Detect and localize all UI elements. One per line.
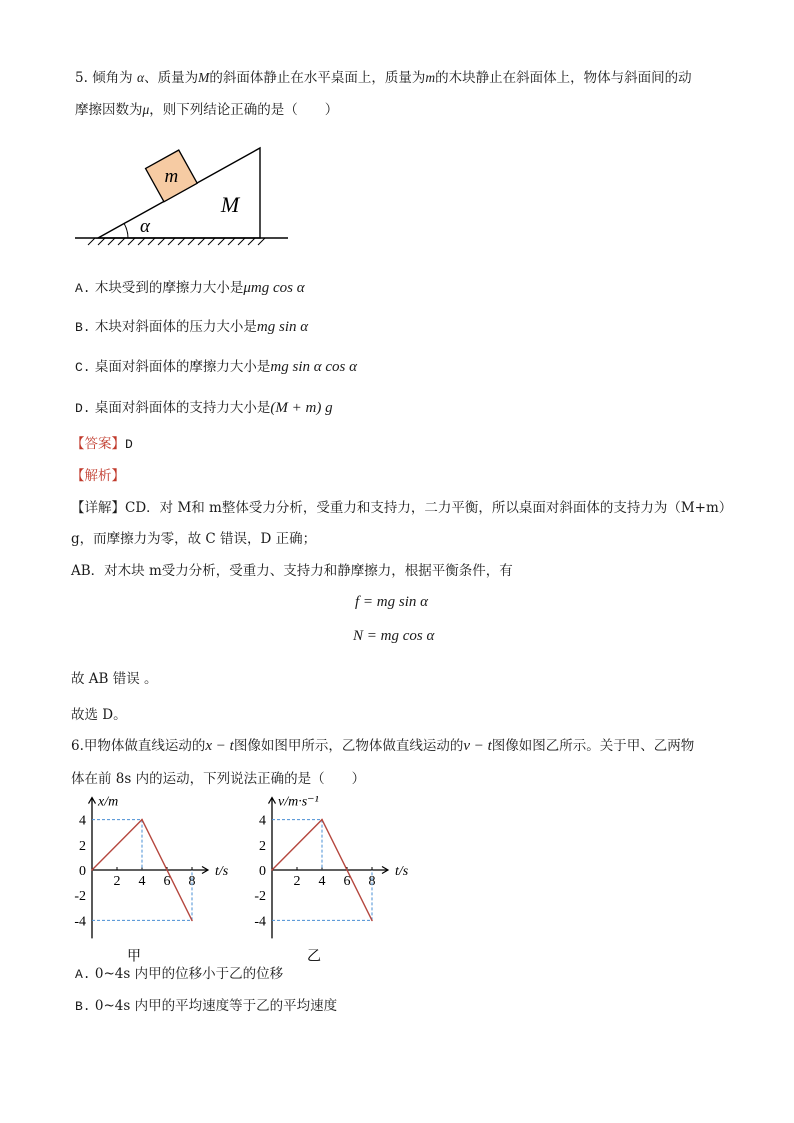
equation-normal: N = mg cos α xyxy=(353,628,435,644)
q5-alpha: α xyxy=(136,70,145,85)
table-hatching xyxy=(88,238,265,245)
y-tick-label: 0 xyxy=(79,864,86,879)
option-letter: B. xyxy=(75,320,91,335)
y-tick-label: 2 xyxy=(79,838,86,854)
q5-number: 5. xyxy=(75,70,88,86)
q5-stem-text: ，则下列结论正确的是（ ） xyxy=(149,102,339,118)
option-text: 0~4s 内甲的平均速度等于乙的平均速度 xyxy=(94,998,338,1014)
q6-xt: x − t xyxy=(205,738,234,754)
detail-line1 xyxy=(71,496,732,516)
q5-option-a[interactable] xyxy=(75,276,305,297)
option-text: 0~4s 内甲的位移小于乙的位移 xyxy=(94,966,284,982)
equation-friction: f = mg sin α xyxy=(355,594,429,610)
angle-arc xyxy=(124,224,128,238)
q5-M: M xyxy=(198,70,210,85)
incline-label: M xyxy=(220,192,240,217)
x-tick-label: 4 xyxy=(138,874,146,889)
graph-jia xyxy=(70,788,230,965)
option-formula: (M + m) g xyxy=(270,400,333,416)
q6-stem-text: 图像如图甲所示，乙物体做直线运动的 xyxy=(233,738,464,754)
data-point xyxy=(191,920,193,922)
q6-option-b[interactable] xyxy=(75,994,337,1014)
block xyxy=(146,150,198,202)
q5-mu: μ xyxy=(142,102,150,117)
q5-stem-text: 的斜面体静止在水平桌面上，质量为 xyxy=(209,70,426,86)
q6-number: 6. xyxy=(71,738,84,754)
option-letter: A. xyxy=(75,281,91,296)
detail-line3: AB．对木块 m受力分析，受重力、支持力和静摩擦力，根据平衡条件，有 xyxy=(71,563,513,579)
q6-stem-line2: 体在前 8s 内的运动，下列说法正确的是（ ） xyxy=(71,771,366,787)
chart-plot xyxy=(254,795,408,965)
y-tick-label: 4 xyxy=(259,813,266,829)
x-axis-label: t/s xyxy=(395,864,409,879)
data-point xyxy=(321,819,323,821)
q5-option-b[interactable] xyxy=(75,315,308,336)
q6-option-a[interactable] xyxy=(75,962,283,982)
detail-tag: 【详解】 xyxy=(71,500,125,516)
data-point xyxy=(271,869,273,871)
q5-stem-line1 xyxy=(75,66,692,86)
option-text: 木块对斜面体的压力大小是 xyxy=(94,319,257,335)
option-text: 木块受到的摩擦力大小是 xyxy=(94,280,244,296)
block-label: m xyxy=(164,165,179,187)
q6-stem-line1 xyxy=(71,734,694,755)
answer-line xyxy=(71,432,133,452)
y-tick-label: -4 xyxy=(254,914,266,930)
y-axis-label: x/m xyxy=(98,794,119,810)
detail-text: CD．对 M和 m整体受力分析，受重力和支持力，二力平衡，所以桌面对斜面体的支持力为（M+m） xyxy=(125,500,733,516)
option-letter: A. xyxy=(75,967,91,982)
analysis-tag: 【解析】 xyxy=(71,468,125,484)
chart-title: 甲 xyxy=(127,949,141,965)
x-tick-label: 6 xyxy=(163,874,171,889)
y-tick-label: -4 xyxy=(74,914,86,930)
q6-stem-text: 图像如图乙所示。关于甲、乙两物 xyxy=(491,738,695,754)
incline-figure xyxy=(70,140,295,250)
q5-option-c[interactable] xyxy=(75,355,357,376)
x-tick-label: 4 xyxy=(318,874,326,889)
data-point xyxy=(141,819,143,821)
option-formula: mg sin α cos α xyxy=(270,359,357,375)
y-tick-label: 4 xyxy=(79,813,86,829)
q5-stem-line2 xyxy=(75,98,338,118)
x-tick-label: 8 xyxy=(368,874,376,889)
q5-stem-text: 的木块静止在斜面体上，物体与斜面间的动 xyxy=(435,70,692,86)
q5-option-d[interactable] xyxy=(75,396,333,417)
answer-tag: 【答案】 xyxy=(71,436,125,452)
option-letter: D. xyxy=(75,401,91,416)
graph-yi xyxy=(250,788,425,965)
q5-stem-text: 、质量为 xyxy=(144,70,199,86)
y-tick-label: 0 xyxy=(259,864,266,879)
chart-plot xyxy=(74,795,228,965)
x-axis-label: t/s xyxy=(215,864,229,879)
chart-title: 乙 xyxy=(307,949,321,965)
q5-stem-text: 倾角为 xyxy=(92,70,133,86)
option-letter: C. xyxy=(75,360,91,375)
answer-value: D xyxy=(125,437,133,452)
x-tick-label: 2 xyxy=(113,874,121,889)
x-tick-label: 8 xyxy=(188,874,196,889)
x-tick-label: 6 xyxy=(343,874,351,889)
q6-stem-text: 甲物体做直线运动的 xyxy=(83,738,206,754)
option-text: 桌面对斜面体的摩擦力大小是 xyxy=(94,359,271,375)
y-tick-label: -2 xyxy=(74,889,86,905)
option-formula: μmg cos α xyxy=(243,280,305,296)
data-point xyxy=(91,869,93,871)
y-tick-label: 2 xyxy=(259,838,266,854)
option-text: 桌面对斜面体的支持力大小是 xyxy=(94,400,271,416)
data-point xyxy=(371,920,373,922)
option-letter: B. xyxy=(75,999,91,1014)
q6-vt: v − t xyxy=(463,738,492,754)
x-tick-label: 2 xyxy=(293,874,301,889)
detail-line2: g，而摩擦力为零，故 C 错误，D 正确； xyxy=(71,531,317,547)
y-tick-label: -2 xyxy=(254,889,266,905)
q5-m: m xyxy=(425,70,436,85)
conclusion-line1: 故 AB 错误 。 xyxy=(71,671,158,687)
conclusion-line2: 故选 D。 xyxy=(71,707,127,723)
option-formula: mg sin α xyxy=(256,319,309,335)
q5-stem-text: 摩擦因数为 xyxy=(75,102,143,118)
y-axis-label: v/m·s⁻¹ xyxy=(278,794,319,810)
angle-label: α xyxy=(140,216,150,237)
